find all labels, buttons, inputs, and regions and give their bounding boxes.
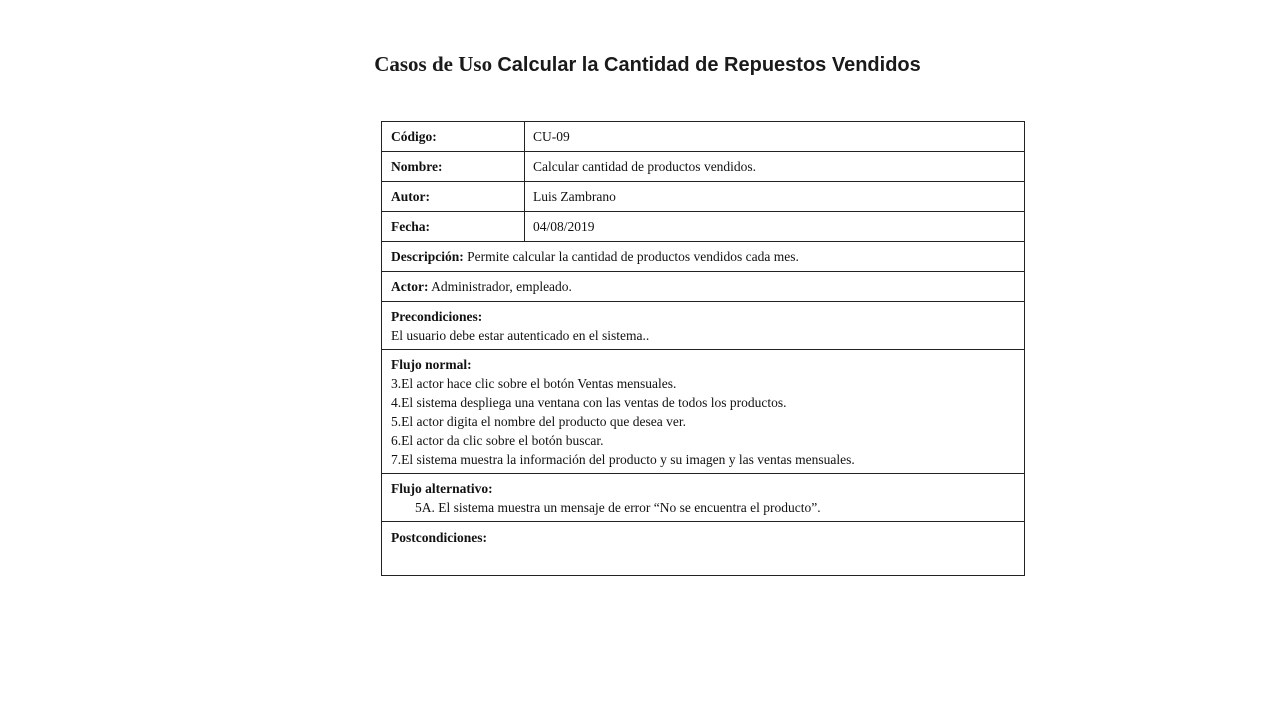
flujo-alternativo-value: 5A. El sistema muestra un mensaje de error “No se encuentra el producto”.	[415, 500, 821, 515]
nombre-label: Nombre:	[382, 152, 525, 182]
flujo-normal-step: 5.El actor digita el nombre del producto que desea ver.	[391, 414, 687, 429]
flujo-normal-step: 6.El actor da clic sobre el botón buscar.	[391, 433, 604, 448]
row-flujo-alternativo	[382, 474, 1025, 522]
fecha-label: Fecha:	[382, 212, 525, 242]
row-autor	[382, 182, 1025, 212]
flujo-normal-step: 7.El sistema muestra la información del producto y su imagen y las ventas mensuales.	[391, 452, 855, 467]
precondiciones-value: El usuario debe estar autenticado en el sistema..	[391, 328, 650, 343]
codigo-label: Código:	[382, 122, 525, 152]
nombre-value: Calcular cantidad de productos vendidos.	[525, 152, 1025, 182]
codigo-value: CU-09	[525, 122, 1025, 152]
row-postcondiciones	[382, 522, 1025, 576]
actor-label: Actor:	[391, 279, 429, 294]
actor-value: Administrador, empleado.	[431, 279, 572, 294]
precondiciones-label: Precondiciones:	[391, 309, 483, 324]
fecha-value: 04/08/2019	[525, 212, 1025, 242]
flujo-alternativo-label: Flujo alternativo:	[391, 481, 493, 496]
use-case-table	[381, 121, 1025, 576]
actor-cell	[382, 272, 1025, 302]
flujo-normal-step: 3.El actor hace clic sobre el botón Ventas mensuales.	[391, 376, 677, 391]
precondiciones-cell	[382, 302, 1025, 350]
row-fecha	[382, 212, 1025, 242]
title-use-case-name: Calcular la Cantidad de Repuestos Vendidos	[497, 54, 921, 76]
row-actor	[382, 272, 1025, 302]
page-title	[0, 52, 1280, 77]
flujo-normal-cell	[382, 350, 1025, 474]
descripcion-label: Descripción:	[391, 249, 464, 264]
descripcion-value: Permite calcular la cantidad de productos vendidos cada mes.	[467, 249, 799, 264]
title-prefix: Casos de Uso	[374, 52, 493, 76]
flujo-normal-label: Flujo normal:	[391, 357, 472, 372]
autor-value: Luis Zambrano	[525, 182, 1025, 212]
flujo-alternativo-cell	[382, 474, 1025, 522]
flujo-normal-step: 4.El sistema despliega una ventana con las ventas de todos los productos.	[391, 395, 787, 410]
descripcion-cell	[382, 242, 1025, 272]
row-codigo	[382, 122, 1025, 152]
row-descripcion	[382, 242, 1025, 272]
autor-label: Autor:	[382, 182, 525, 212]
row-flujo-normal	[382, 350, 1025, 474]
row-nombre	[382, 152, 1025, 182]
postcondiciones-cell	[382, 522, 1025, 576]
row-precondiciones	[382, 302, 1025, 350]
postcondiciones-label: Postcondiciones:	[391, 530, 487, 545]
